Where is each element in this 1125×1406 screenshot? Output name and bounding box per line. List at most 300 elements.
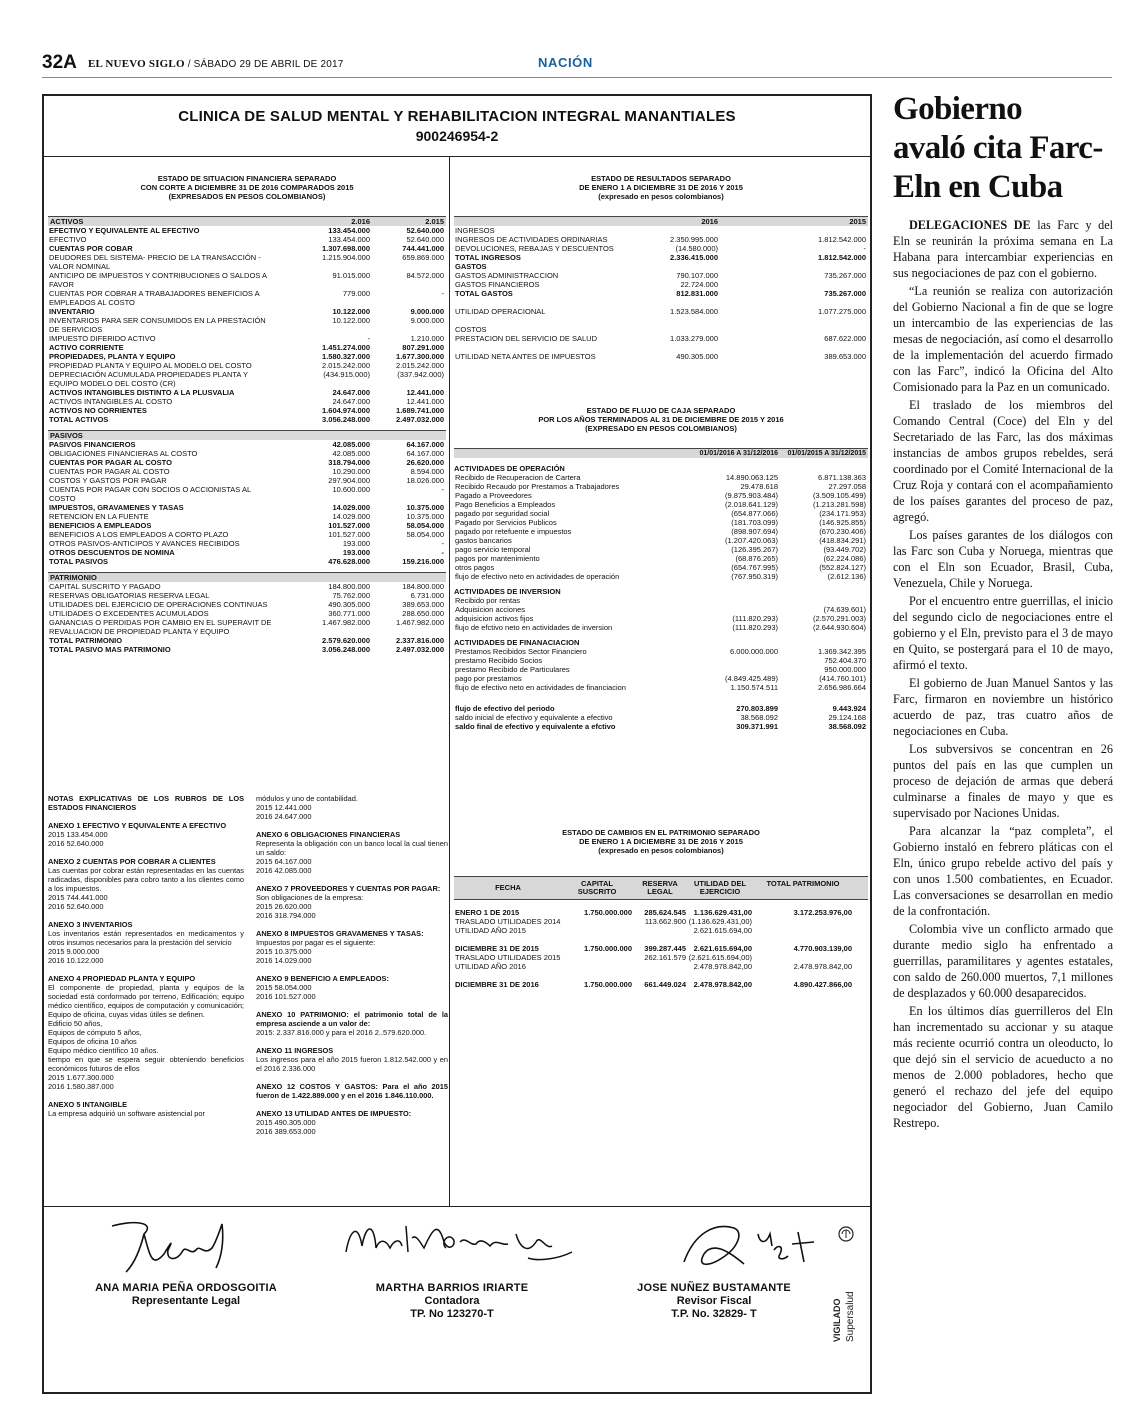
row-value-1: 297.904.000 [328,476,370,485]
table-row [48,244,446,253]
row-value-2: 9.000.000 [410,307,444,316]
row-value-1: 790.107.000 [676,271,718,280]
note-block [256,929,448,965]
table-row [454,500,868,509]
headline-line: Gobierno [893,91,1023,127]
note-block [256,830,448,875]
svg-text:VIGILADO: VIGILADO [832,1298,842,1342]
caption-line: (expresado en pesos colombianos) [598,846,724,855]
row-value-1: 318.794.000 [328,458,370,467]
row-value-1: (654.877.066) [731,509,778,518]
article-body [893,217,1113,1131]
note-line: 2016 52.640.000 [48,902,104,911]
row-label: RESERVAS OBLIGATORIAS RESERVA LEGAL [49,591,210,600]
note-block [48,794,244,812]
cash-flow-caption [454,406,868,433]
row-value-1: 476.628.000 [328,557,370,566]
row-value-2: 52.640.000 [406,235,444,244]
equity-row-value: 285.624.545 [644,908,686,917]
income-statement-table [454,216,868,361]
row-value-2: (146.925.855) [819,518,866,527]
row-label: BENEFICIOS A LOS EMPLEADOS A CORTO PLAZO [49,530,229,539]
table-header-row [454,448,868,458]
note-heading: ANEXO 7 PROVEEDORES Y CUENTAS POR PAGAR: [256,884,441,893]
row-label: saldo final de efectivo y equivalente a efctivo [455,722,616,731]
table-row [48,449,446,458]
equity-row-value: 2.478.978.842,00 [693,980,752,989]
table-row [48,521,446,530]
note-line: 2016 24.647.000 [256,812,312,821]
note-line: Representa la obligación con un banco local la cual tienen un saldo: [256,839,448,857]
financial-statement-ad [42,94,872,1394]
header-col-1: 2016 [701,217,718,226]
note-heading: ANEXO 10 PATRIMONIO: el patrimonio total de la empresa asciende a un valor de: [256,1010,448,1028]
note-line: Los inventarios están representados en medicamentos y otros insumos necesarios para la prestación del servicio [48,929,244,947]
row-value-1: 38.568.092 [740,713,778,722]
article-paragraph [893,741,1113,821]
table-row [454,352,868,361]
caption-line: CON CORTE A DICIEMBRE 31 DE 2016 COMPARADOS 2015 [140,183,354,192]
note-line: Equipos de cómputo 5 años, [48,1028,142,1037]
equity-header-cell: UTILIDAD DEL EJERCICIO [693,879,747,896]
table-row [454,596,868,605]
row-label: PRESTACION DEL SERVICIO DE SALUD [455,334,597,343]
row-label: pagos por mantenimiento [455,554,540,563]
table-row [48,289,446,307]
note-line: Los ingresos para el año 2015 fueron 1.812.542.000 y en el 2016 2.336.000 [256,1055,448,1073]
row-value-2: - [441,548,444,557]
row-value-1: 101.527.000 [328,530,370,539]
note-line: 2016 389.653.000 [256,1127,316,1136]
row-label: pago por prestamos [455,674,522,683]
signature-legal-rep: ANA MARIA PEÑA ORDOSGOITIA Representante Legal [95,1282,277,1307]
table-row [48,253,446,271]
table-row [454,298,868,307]
equity-row-value: 399.287.445 [644,944,686,953]
row-label: DEPRECIACIÓN ACUMULADA PROPIEDADES PLANTA Y EQUIPO MODELO DEL COSTO (CR) [49,370,248,388]
row-value-2: 744.441.000 [402,244,444,253]
table-row [454,280,868,289]
article-paragraph [893,283,1113,395]
signature-auditor: JOSE NUÑEZ BUSTAMANTE Revisor Fiscal T.P. No. 32829- T [637,1282,791,1320]
row-label [454,343,654,352]
row-value-1: 75.762.000 [332,591,370,600]
note-line: La empresa adquirió un software asistencial por [48,1109,205,1118]
row-value-2: 64.167.000 [406,440,444,449]
row-value-2: 1.210.000 [410,334,444,343]
table-row [454,527,868,536]
row-label: GASTOS ADMINISTRACCION [455,271,559,280]
row-label: ACTIVOS INTANGIBLES AL COSTO [49,397,173,406]
row-label: prestamo Recibido Socios [455,656,543,665]
note-block [48,920,244,965]
row-label: COSTOS Y GASTOS POR PAGAR [49,476,167,485]
balance-sheet-table [48,216,446,654]
table-row [454,253,868,262]
paragraph-text: Los países garantes de los diálogos con las Farc son Cuba y Noruega, mientras que con el Eln son Ecuador, Brasil, Cuba, Venezuela, Chile y Noruega. [893,528,1113,590]
equity-header-cell: TOTAL PATRIMONIO [766,879,840,888]
equity-row-label: UTILIDAD AÑO 2015 [455,926,526,935]
row-value-1: 14.029.000 [332,503,370,512]
row-label: Recibido por rentas [455,596,521,605]
row-label: flujo de efectivo del periodo [455,704,555,713]
table-row [48,530,446,539]
equity-row-label: TRASLADO UTILIDADES 2015 [455,953,561,962]
row-label: ACTIVOS NO CORRIENTES [49,406,147,415]
note-line: 2016 1.580.387.000 [48,1082,114,1091]
cash-flow-table [454,448,868,731]
table-row [48,618,446,636]
row-label: Pagado por Servicios Publicos [455,518,557,527]
equity-row-value: 1.750.000.000 [584,908,632,917]
header-label: PASIVOS [50,431,83,440]
row-label: gastos bancarios [455,536,512,545]
caption-line: ESTADO DE FLUJO DE CAJA SEPARADO [586,406,736,415]
row-label: CUENTAS POR COBRAR A TRABAJADORES BENEFICIOS A EMPLEADOS AL COSTO [49,289,260,307]
note-heading: ANEXO 11 INGRESOS [256,1046,334,1055]
row-label: Pagado a Proveedores [455,491,532,500]
section-name: NACIÓN [538,55,593,70]
caption-line: ESTADO DE RESULTADOS SEPARADO [591,174,731,183]
note-heading: ANEXO 13 UTILIDAD ANTES DE IMPUESTO: [256,1109,412,1118]
income-statement-caption [454,174,868,201]
row-label: UTILIDAD NETA ANTES DE IMPUESTOS [455,352,596,361]
group-title: ACTIVIDADES DE INVERSION [454,587,561,596]
table-row [48,397,446,406]
table-header-row [48,430,446,440]
table-row [454,518,868,527]
balance-sheet-caption [48,174,446,201]
row-label: Recibido Recaudo por Prestamos a Trabajadores [455,482,620,491]
table-row [454,722,868,731]
row-label: INVENTARIOS PARA SER CONSUMIDOS EN LA PRESTACIÓN DE SERVICIOS [49,316,266,334]
caption-line: DE ENERO 1 A DICIEMBRE 31 DE 2016 Y 2015 [579,837,743,846]
row-value-2: (3.509.105.499) [813,491,866,500]
note-line: 2015 64.167.000 [256,857,312,866]
table-row [48,582,446,591]
equity-row-value: (1.136.629.431,00) [688,917,752,926]
row-value-1: (2.018.641.129) [725,500,778,509]
table-row [454,289,868,298]
note-line: El componente de propiedad, planta y equipos de la sociedad está conformado por terreno, Edificación; equipo médico científico, equipos de computación y comunicación; Equipo de oficina, cuyas vidas útiles se definen. [48,983,244,1019]
note-heading: ANEXO 5 INTANGIBLE [48,1100,128,1109]
table-row [48,645,446,654]
table-row [454,656,868,665]
row-label: TOTAL PATRIMONIO [49,636,123,645]
row-value-1: 10.122.000 [332,307,370,316]
row-label: pagado por retefuente e impuestos [455,527,572,536]
row-value-2: (337.942.000) [397,370,444,379]
row-label: Prestamos Recibidos Sector Financiero [455,647,587,656]
row-value-2: 84.572.000 [406,271,444,280]
equity-row-value: 2.478.978.842,00 [693,962,752,971]
equity-row-value: 4.770.903.139,00 [793,944,852,953]
article-paragraph [893,675,1113,739]
row-value-2: (62.224.086) [823,554,866,563]
note-heading: ANEXO 1 EFECTIVO Y EQUIVALENTE A EFECTIVO [48,821,227,830]
header-col-2: 2015 [849,217,866,226]
company-nit: 900246954-2 [415,128,499,144]
table-header-row [48,216,446,226]
row-value-2: (1.213.281.598) [813,500,866,509]
row-value-2: 9.000.000 [410,316,444,325]
row-value-2: 2.337.816.000 [396,636,444,645]
equity-row-value: 1.750.000.000 [584,944,632,953]
row-label: OTROS DESCUENTOS DE NOMINA [49,548,175,557]
equity-row [454,926,868,935]
row-value-2: 2.015.242.000 [396,361,444,370]
row-label: UTILIDADES DEL EJERCICIO DE OPERACIONES CONTINUAS [49,600,268,609]
row-value-1: (126.395.267) [731,545,778,554]
note-line: Equipo médico científico 10 años. [48,1046,159,1055]
equity-row-value: 262.161.579 [644,953,686,962]
row-value-2: 29.124.168 [828,713,866,722]
row-value-2: 1.689.741.000 [396,406,444,415]
note-block [256,884,448,920]
equity-row-value: 4.890.427.866,00 [793,980,852,989]
row-value-2: (2.644.930.604) [813,623,866,632]
row-value-2: 184.800.000 [402,582,444,591]
table-row [454,683,868,692]
row-label: UTILIDADES O EXCEDENTES ACUMULADOS [49,609,209,618]
note-heading: ANEXO 3 INVENTARIOS [48,920,133,929]
row-value-2: 58.054.000 [406,521,444,530]
row-label: adquisicion activos fijos [455,614,534,623]
row-label: otros pagos [455,563,495,572]
row-value-1: 1.467.982.000 [322,618,370,627]
table-row [454,316,868,325]
note-line: 2015 10.375.000 [256,947,312,956]
note-line: 2016 101.527.000 [256,992,316,1001]
paragraph-text: En los últimos días guerrilleros del Eln han incrementado su accionar y su ataque más reciente ocurrió contra un oleoducto, lo que dejó sin el servicio de acueducto a no menos de 2.000 pobladores, hecho que generó el rechazo del jefe del equipo negociador del Gobierno, Juan Camilo Restrepo. [893,1004,1113,1130]
row-value-2: (2.612.136) [827,572,866,581]
row-label: EFECTIVO Y EQUIVALENTE AL EFECTIVO [49,226,200,235]
row-value-2: 159.216.000 [402,557,444,566]
paragraph-text: Colombia vive un conflicto armado que durante medio siglo ha enfrentado a guerrillas, paramilitares y agentes estatales, con saldo de 260.000 muertos, 7,1 millones de desplazados y 60.000 desaparecidos. [893,922,1113,1000]
table-row [454,307,868,316]
row-value-1: 184.800.000 [328,582,370,591]
table-row [48,226,446,235]
row-value-2: 1.467.982.000 [396,618,444,627]
column-divider [449,156,450,1206]
table-row [48,235,446,244]
note-line: 2015 12.441.000 [256,803,312,812]
row-label: UTILIDAD OPERACIONAL [455,307,546,316]
row-label: Adquisicion acciones [455,605,526,614]
row-value-1: 14.029.000 [332,512,370,521]
note-line: módulos y uno de contabilidad. [256,794,358,803]
row-value-2: 735.267.000 [824,271,866,280]
row-label: ACTIVOS INTANGIBLES DISTINTO A LA PLUSVALIA [49,388,235,397]
note-line: 2015 133.454.000 [48,830,108,839]
equity-changes-table [454,908,868,989]
row-label: flujo de efctivo neto en actividades de inversion [455,623,613,632]
row-label: CUENTAS POR PAGAR AL COSTO [49,458,172,467]
row-value-1: 42.085.000 [332,449,370,458]
table-row [454,647,868,656]
row-label: saldo inicial de efectivo y equivalente a efectivo [455,713,613,722]
row-value-1: 2.350.995.000 [670,235,718,244]
row-value-1: (434.915.000) [323,370,370,379]
row-value-1: 1.307.698.000 [322,244,370,253]
table-row [454,572,868,581]
row-value-1: 812.831.000 [676,289,718,298]
header-label: ACTIVOS [50,217,84,226]
note-heading: ANEXO 4 PROPIEDAD PLANTA Y EQUIPO [48,974,196,983]
equity-row-value: (2.621.615.694,00) [688,953,752,962]
header-col-2: 2.015 [425,217,444,226]
header-col-2: 01/01/2015 A 31/12/2015 [787,450,866,457]
note-block [256,974,448,1001]
row-label: flujo de efectivo neto en actividades de financiacion [455,683,626,692]
table-row [454,563,868,572]
row-value-1: 270.803.899 [736,704,778,713]
equity-row-label: UTILIDAD AÑO 2016 [455,962,526,971]
table-row [454,713,868,722]
row-label: DEUDORES DEL SISTEMA- PRECIO DE LA TRANSACCIÓN - VALOR NOMINAL [49,253,261,271]
row-value-2: 2.497.032.000 [396,645,444,654]
company-name: CLINICA DE SALUD MENTAL Y REHABILITACION INTEGRAL MANANTIALES [178,108,736,125]
note-block [256,1046,448,1073]
table-row [48,503,446,512]
note-line: 2015 490.305.000 [256,1118,316,1127]
table-row [454,536,868,545]
table-row [48,370,446,388]
equity-row [454,935,868,944]
equity-row-value: 2.621.615.694,00 [693,944,752,953]
equity-row-label [454,971,584,980]
note-line: 2015 26.620.000 [256,902,312,911]
table-row [454,271,868,280]
table-row [454,554,868,563]
row-value-2: 38.568.092 [828,722,866,731]
row-value-2: 1.812.542.000 [818,253,866,262]
table-row [454,473,868,482]
row-value-1: 133.454.000 [328,226,370,235]
row-value-2: (418.834.291) [819,536,866,545]
article-paragraph [893,921,1113,1001]
caption-line: (EXPRESADOS EN PESOS COLOMBIANOS) [168,192,326,201]
row-value-1: 101.527.000 [328,521,370,530]
row-value-2: 12.441.000 [406,397,444,406]
row-value-2: 288.650.000 [402,609,444,618]
row-label: EFECTIVO [49,235,87,244]
table-row [48,539,446,548]
row-label: GASTOS FINANCIEROS [455,280,540,289]
table-row [454,262,868,271]
row-label: INGRESOS DE ACTIVIDADES ORDINARIAS [455,235,608,244]
note-block [48,821,244,848]
note-line: Equipos de oficina 10 años [48,1037,137,1046]
article-paragraph [893,217,1113,281]
table-header-row [48,572,446,582]
row-value-1: 1.451.274.000 [322,343,370,352]
news-article [893,90,1113,1133]
headline-line: avaló cita Farc- [893,130,1103,166]
row-value-2: 687.622.000 [824,334,866,343]
table-row [454,235,868,244]
page-number: 32A [42,52,77,73]
row-label: INGRESOS [455,226,495,235]
note-line: 2015 58.054.000 [256,983,312,992]
note-line: Impuestos por pagar es el siguiente: [256,938,376,947]
row-value-1: 779.000 [342,289,370,298]
table-row [48,458,446,467]
row-value-1: 1.523.584.000 [670,307,718,316]
row-value-1: - [367,334,370,343]
note-line: 2016 42.085.000 [256,866,312,875]
row-label: TOTAL PASIVO MAS PATRIMONIO [49,645,171,654]
article-paragraph [893,397,1113,525]
row-label: pagado por seguridad social [455,509,550,518]
note-heading: ANEXO 8 IMPUESTOS GRAVAMENES Y TASAS: [256,929,424,938]
row-value-2: 1.077.275.000 [818,307,866,316]
row-label: PROPIEDAD PLANTA Y EQUIPO AL MODELO DEL COSTO [49,361,252,370]
note-block [256,794,448,821]
table-row [454,545,868,554]
caption-line: (expresado en pesos colombianos) [598,192,724,201]
table-header-row [454,216,868,226]
row-label: TOTAL INGRESOS [455,253,521,262]
equity-row-label: TRASLADO UTILIDADES 2014 [455,917,561,926]
equity-row-label: DICIEMBRE 31 DE 2016 [455,980,539,989]
row-value-1: 1.150.574.511 [730,683,778,692]
signature-scrawl-accountant [340,1212,580,1272]
row-value-2: 807.291.000 [402,343,444,352]
row-value-1: 3.056.248.000 [322,415,370,424]
note-line: Edificio 50 años, [48,1019,103,1028]
equity-changes-header [454,876,868,900]
note-line: 2015 9.000.000 [48,947,100,956]
article-lead: DELEGACIONES DE [909,218,1031,232]
table-row [48,307,446,316]
note-line: 2016 14.029.000 [256,956,312,965]
equity-row-value: 113.662.900 [644,917,686,926]
row-value-2: 1.812.542.000 [818,235,866,244]
note-block [48,1100,244,1118]
row-value-2: 10.375.000 [406,503,444,512]
note-line: 2016 10.122.000 [48,956,104,965]
article-paragraph [893,823,1113,919]
row-label: ANTICIPO DE IMPUESTOS Y CONTRIBUCIONES O SALDOS A FAVOR [49,271,267,289]
note-block [256,1010,448,1037]
note-line: 2016 318.794.000 [256,911,316,920]
table-row [48,415,446,424]
row-label: PASIVOS FINANCIEROS [49,440,136,449]
table-row [454,509,868,518]
paragraph-text: El gobierno de Juan Manuel Santos y las Farc, firmaron en noviembre un histórico acuerdo de paz, tras cuatro años de negociaciones en Cuba. [893,676,1113,738]
row-value-2: (414.760.101) [819,674,866,683]
row-value-1: 2.579.620.000 [322,636,370,645]
paragraph-text: Por el encuentro entre guerrillas, el inicio del segundo ciclo de negociaciones entre el gobierno y el Eln, previsto para el 3 de mayo en Quito, se postergará para el 10 de mayo, afirmó el texto. [893,594,1113,672]
table-row [48,388,446,397]
supersalud-seal [820,1224,868,1344]
note-line: 2016 52.640.000 [48,839,104,848]
row-value-1: (898.907.694) [731,527,778,536]
equity-row [454,971,868,980]
row-label: IMPUESTO DIFERIDO ACTIVO [49,334,156,343]
caption-line: (EXPRESADO EN PESOS COLOMBIANOS) [585,424,737,433]
equity-row-value: 1.750.000.000 [584,980,632,989]
caption-line: ESTADO DE SITUACION FINANCIERA SEPARADO [157,174,337,183]
newspaper-name: EL NUEVO SIGLO / SÁBADO 29 DE ABRIL DE 2017 [88,58,344,70]
table-row [454,623,868,632]
note-heading: ANEXO 9 BENEFICIO A EMPLEADOS: [256,974,389,983]
group-title: ACTIVIDADES DE FINANACIACION [454,638,580,647]
row-value-2: 2.656.986.664 [818,683,866,692]
headline-line: Eln en Cuba [893,169,1063,205]
table-row [48,334,446,343]
